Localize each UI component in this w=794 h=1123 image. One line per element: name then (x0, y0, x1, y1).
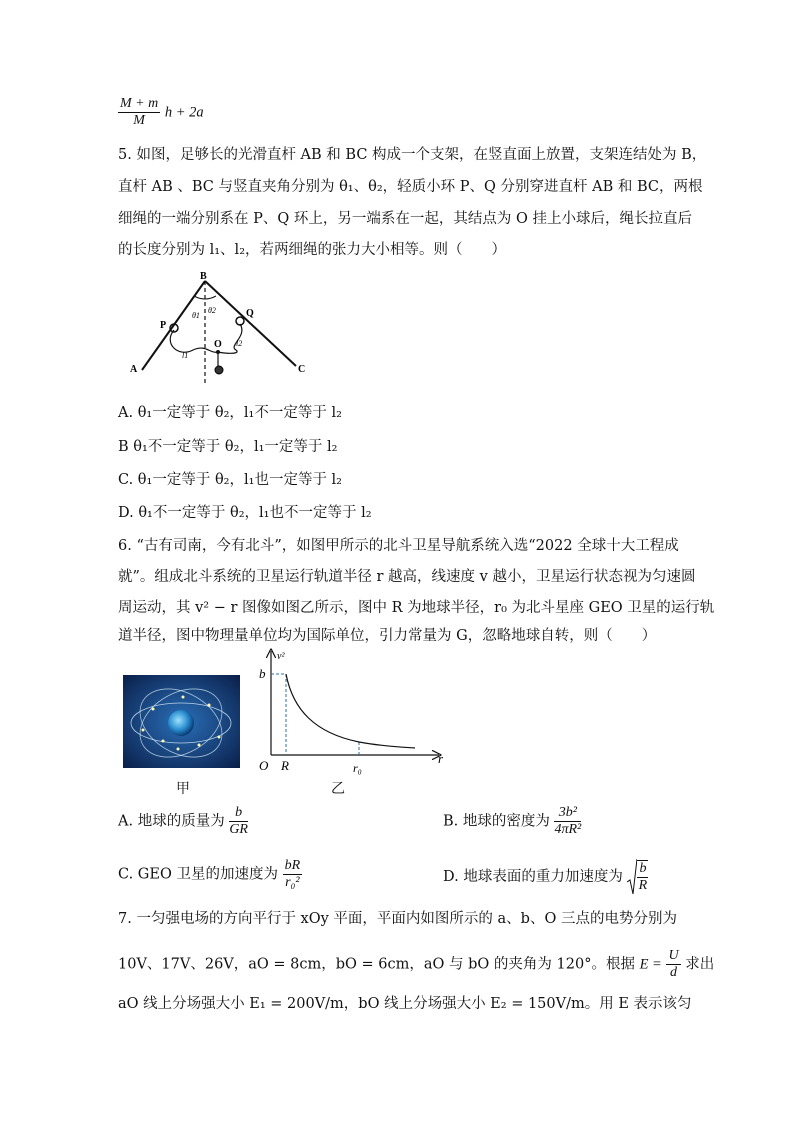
label-o: O (214, 339, 222, 350)
label-a: A (130, 364, 138, 375)
q6-option-c-text: C. GEO 卫星的加速度为 (118, 866, 278, 883)
q6-option-b-den: 4πR² (554, 822, 582, 837)
q6-option-c-num: bR (284, 858, 301, 873)
q5-option-b: B θ₁不一定等于 θ₂，l₁一定等于 l₂ (118, 439, 338, 455)
label-p: P (160, 320, 167, 331)
q6-option-c (118, 858, 302, 891)
top-fraction-denominator: M (133, 113, 145, 128)
q6-line-3: 周运动，其 v² − r 图像如图乙所示，图中 R 为地球半径，r₀ 为北斗星座 GEO 卫星的运行轨 (118, 600, 715, 616)
ring-q (236, 317, 244, 325)
label-r0: r₀ (353, 761, 362, 775)
label-v2: v² (277, 651, 285, 662)
q5-line-1: 5. 如图，足够长的光滑直杆 AB 和 BC 构成一个支架，在竖直面上放置，支架连结处为 B， (118, 147, 707, 163)
caption-yi: 乙 (331, 781, 345, 797)
q7-formula-num: U (668, 948, 679, 963)
q6-option-d-sqrt (627, 858, 648, 896)
q6-option-b-num: 3b² (554, 805, 581, 822)
label-r-axis: r (438, 751, 444, 766)
q6-line-4: 道半径，图中物理量单位均为国际单位，引力常量为 G，忽略地球自转，则（ ） (118, 628, 657, 644)
q7-formula-fraction (666, 948, 680, 981)
q6-option-a-num: b (229, 805, 248, 822)
q7-line-2 (118, 948, 714, 981)
q5-option-a: A. θ₁一定等于 θ₂，l₁不一定等于 l₂ (118, 405, 342, 421)
q6-option-d (443, 858, 648, 896)
top-formula (118, 96, 204, 129)
knot-o (216, 350, 220, 354)
q6-option-d-num: b (639, 861, 647, 876)
q6-option-b-text: B. 地球的密度为 (443, 813, 550, 830)
earth-icon (168, 710, 194, 736)
v2-curve (286, 674, 415, 748)
label-origin: O (259, 758, 269, 773)
label-theta2: θ2 (208, 306, 216, 315)
q7-line-2-b: 求出 (685, 956, 715, 973)
beidou-satellite-image (123, 675, 240, 768)
q5-figure (118, 268, 318, 388)
q5-line-3: 细绳的一端分别系在 P、Q 环上，另一端系在一起，其结点为 O 挂上小球后，绳长拉直后 (118, 211, 692, 227)
q6-option-d-den: R (638, 878, 648, 893)
q6-option-a-den: GR (229, 822, 248, 837)
caption-jia: 甲 (176, 781, 190, 797)
v2-r-graph (255, 645, 450, 790)
label-r-earth: R (281, 758, 289, 773)
q5-option-d: D. θ₁不一定等于 θ₂，l₁也不一定等于 l₂ (118, 505, 372, 521)
label-q: Q (246, 308, 254, 319)
label-theta1: θ1 (192, 311, 200, 320)
q6-option-c-den: r₀² (285, 875, 300, 890)
q6-option-a (118, 805, 248, 838)
q6-option-a-fraction (229, 805, 248, 838)
q6-line-1: 6. “古有司南，今有北斗”，如图甲所示的北斗卫星导航系统入选“2022 全球十大工程成 (118, 538, 679, 554)
q7-line-3: aO 线上分场强大小 E₁ = 200V/m，bO 线上分场强大小 E₂ = 150V/m。用 E 表示该匀 (118, 996, 692, 1012)
q6-option-a-text: A. 地球的质量为 (118, 813, 225, 830)
q6-option-c-fraction (283, 858, 303, 891)
ball (215, 366, 223, 374)
rod-ab (142, 281, 205, 370)
q6-option-d-fraction (637, 860, 648, 894)
q5-option-c: C. θ₁一定等于 θ₂，l₁也一定等于 l₂ (118, 472, 342, 488)
q6-option-d-text: D. 地球表面的重力加速度为 (443, 869, 623, 885)
top-fraction (118, 96, 160, 129)
label-l2: l2 (236, 339, 243, 348)
q7-formula-den: d (670, 965, 678, 980)
top-formula-tail: h + 2a (164, 104, 204, 121)
q5-line-4: 的长度分别为 l₁、l₂，若两细绳的张力大小相等。则（ ） (118, 242, 507, 258)
q7-formula-lhs: E = (639, 956, 662, 973)
sqrt-sign-icon (627, 858, 637, 896)
q7-line-1: 7. 一匀强电场的方向平行于 xOy 平面，平面内如图所示的 a、b、O 三点的电势分别为 (118, 911, 677, 927)
label-b: B (200, 271, 207, 282)
label-c: C (298, 364, 306, 375)
q7-line-2-a: 10V、17V、26V，aO = 8cm，bO = 6cm，aO 与 bO 的夹角为 120°。根据 (118, 956, 635, 973)
q5-line-2: 直杆 AB 、BC 与竖直夹角分别为 θ₁、θ₂，轻质小环 P、Q 分别穿进直杆 AB 和 BC，两根 (118, 179, 703, 195)
q6-option-b (443, 805, 581, 838)
q6-line-2: 就”。组成北斗系统的卫星运行轨道半径 r 越高，线速度 v 越小，卫星运行状态视为匀速圆 (118, 569, 696, 585)
label-l1: l1 (182, 351, 189, 360)
q6-option-b-fraction (554, 805, 581, 838)
label-b-value: b (259, 666, 266, 681)
top-fraction-numerator: M + m (120, 96, 159, 111)
string-l1 (170, 330, 218, 352)
